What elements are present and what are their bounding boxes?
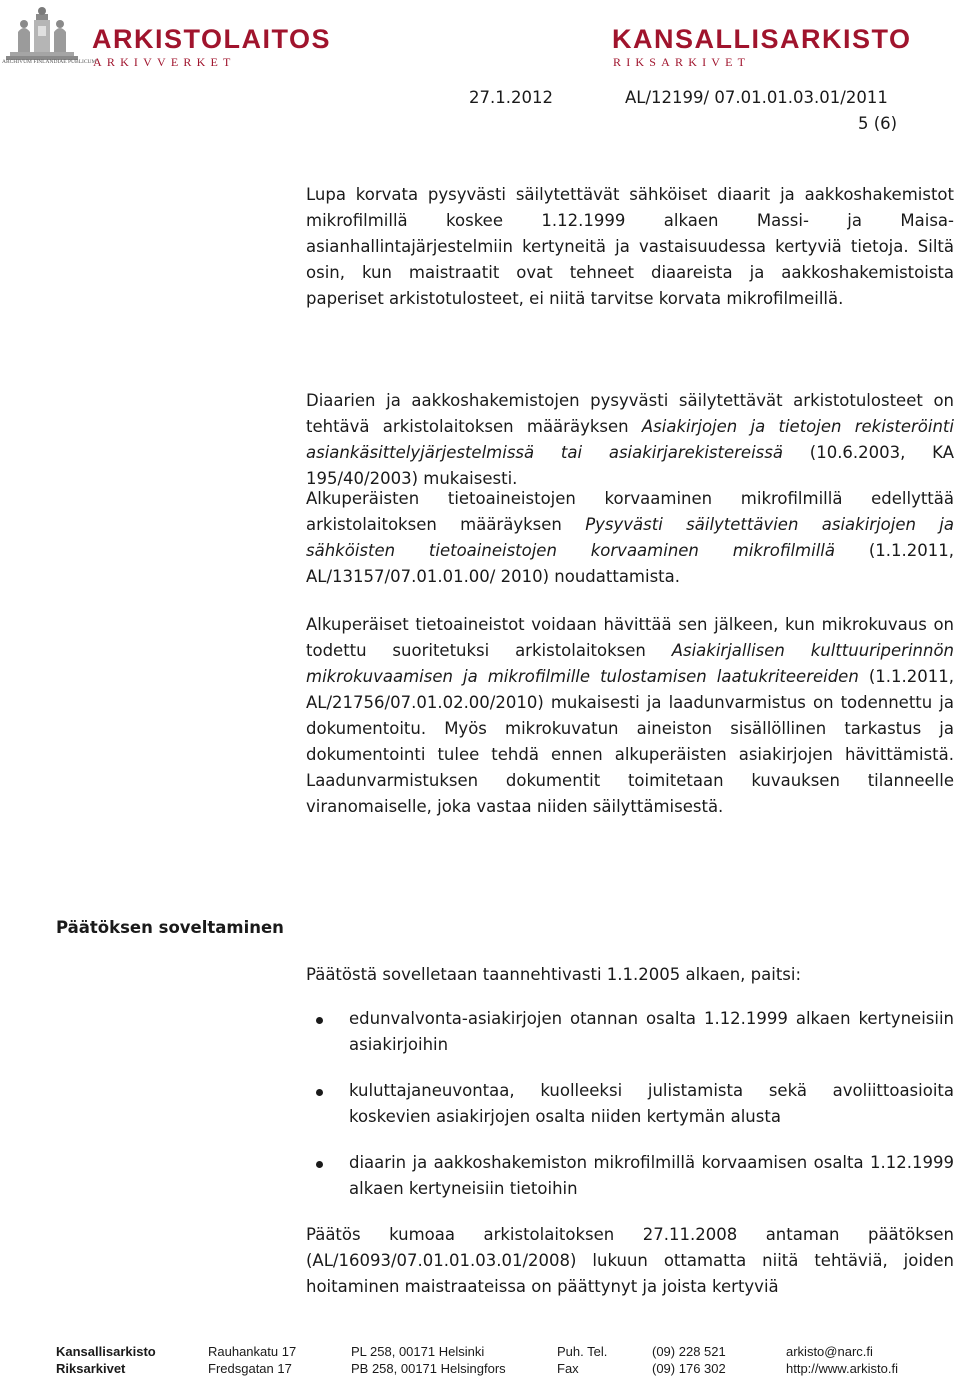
kansallisarkisto-logo (600, 4, 960, 70)
section-heading: Päätöksen soveltaminen (56, 918, 284, 937)
intro-text: Päätöstä sovelletaan taannehtivasti 1.1.2005 alkaen, paitsi: (306, 965, 802, 984)
paragraph-4-text: Alkuperäiset tietoaineistot voidaan hävittää sen jälkeen, kun mikrokuvaus on todettu suoritetuksi arkistolaitoksen (306, 615, 954, 660)
paragraph-3-tail: (1.1.2011, AL/13157/07.01.01.00/ 2010) noudattamista. (306, 541, 954, 586)
arkistolaitos-logo (0, 4, 332, 70)
list-item-text: diaarin ja aakkoshakemiston mikrofilmillä korvaamisen osalta 1.12.1999 alkaen kertyneisiin tietoihin (349, 1153, 954, 1198)
footer-website[interactable]: http://www.arkisto.fi (786, 1361, 898, 1376)
paragraph-4-italic: Asiakirjallisen kulttuuriperinnön mikrokuvaamisen ja mikrofilmille tulostamisen laatukriteereiden (306, 641, 954, 686)
list-item (306, 1078, 954, 1130)
footer-street-sv: Fredsgatan 17 (208, 1361, 292, 1376)
footer-phone-label: Puh. Tel. (557, 1344, 608, 1359)
list-item (306, 1006, 954, 1058)
document-reference: AL/12199/ 07.01.01.03.01/2011 (625, 88, 888, 107)
footer-street-fi: Rauhankatu 17 (208, 1344, 297, 1359)
paragraph-2 (306, 388, 954, 492)
footer-fax-label: Fax (557, 1361, 579, 1376)
paragraph-1: Lupa korvata pysyvästi säilytettävät sähköiset diaarit ja aakkoshakemistot mikrofilmillä koskee 1.12.1999 alkaen Massi- ja Maisa-asianhallintajärjestelmiin kertyneitä ja vastaisuudessa kertyviä tietoja. Siltä osin, kun maistraatit ovat tehneet diaareista ja aakkoshakemistoista paperiset arkistotulosteet, ei niitä tarvitse korvata mikrofilmeillä. (306, 185, 954, 308)
bullet-icon (316, 1161, 323, 1168)
logo-sub-riksarkivet: RIKSARKIVET (613, 55, 751, 69)
bullet-icon (316, 1089, 323, 1096)
document-date: 27.1.2012 (469, 88, 553, 107)
footer-phone-number: (09) 228 521 (652, 1344, 726, 1359)
list-item (306, 1150, 954, 1202)
logo-sub-arkivverket: ARKIVVERKET (93, 55, 236, 69)
paragraph-2-text: Diaarien ja aakkoshakemistojen pysyvästi säilytettävät arkistotulosteet on tehtävä arkistolaitoksen määräyksen (306, 391, 954, 436)
paragraph-3-italic: Pysyvästi säilytettävien asiakirjojen ja sähköisten tietoaineistojen korvaaminen mikrofilmillä (306, 515, 954, 560)
emblem-caption: ARCHIVUM FINLANDIAE PUBLICUM (2, 59, 97, 65)
footer-fax-number: (09) 176 302 (652, 1361, 726, 1376)
paragraph-3-text: Alkuperäisten tietoaineistojen korvaaminen mikrofilmillä edellyttää arkistolaitoksen määräyksen (306, 489, 954, 534)
footer-postal-sv: PB 258, 00171 Helsingfors (351, 1361, 506, 1376)
footer-postal-fi: PL 258, 00171 Helsinki (351, 1344, 485, 1359)
footer-email[interactable]: arkisto@narc.fi (786, 1344, 873, 1359)
logo-name-kansallisarkisto: KANSALLISARKISTO (612, 24, 912, 54)
closing-paragraph: Päätös kumoaa arkistolaitoksen 27.11.2008 antaman päätöksen (AL/16093/07.01.01.03.01/2008) lukuun ottamatta niitä tehtäviä, joiden hoitaminen maistraateissa on päättynyt ja joista kertyviä (306, 1225, 954, 1296)
page-number: 5 (6) (858, 114, 898, 133)
paragraph-3 (306, 486, 954, 590)
footer-org-fi: Kansallisarkisto (56, 1344, 156, 1359)
logo-name-arkistolaitos: ARKISTOLAITOS (92, 24, 332, 54)
paragraph-4-tail: (1.1.2011, AL/21756/07.01.02.00/2010) mukaisesti ja laadunvarmistus on todennettu ja dokumentoitu. Myös mikrokuvatun aineiston sisällöllinen tarkastus ja dokumentointi tulee tehdä ennen alkuperäisten asiakirjojen hävittämistä. Laadunvarmistuksen dokumentit toimitetaan kuvauksen tilanneelle viranomaiselle, joka vastaa niiden säilyttämisestä. (306, 667, 954, 816)
paragraph-4 (306, 612, 954, 820)
bullet-icon (316, 1017, 323, 1024)
list-item-text: kuluttajaneuvontaa, kuolleeksi julistamista sekä avoliittoasioita koskevien asiakirjojen osalta niiden kertymän alusta (349, 1081, 954, 1126)
footer-org-sv: Riksarkivet (56, 1361, 126, 1376)
list-item-text: edunvalvonta-asiakirjojen otannan osalta 1.12.1999 alkaen kertyneisiin asiakirjoihin (349, 1009, 954, 1054)
paragraph-2-italic: Asiakirjojen ja tietojen rekisteröinti asiankäsittelyjärjestelmissä tai asiakirjarekistereissä (306, 417, 954, 462)
paragraph-2-tail: (10.6.2003, KA 195/40/2003) mukaisesti. (306, 443, 955, 488)
